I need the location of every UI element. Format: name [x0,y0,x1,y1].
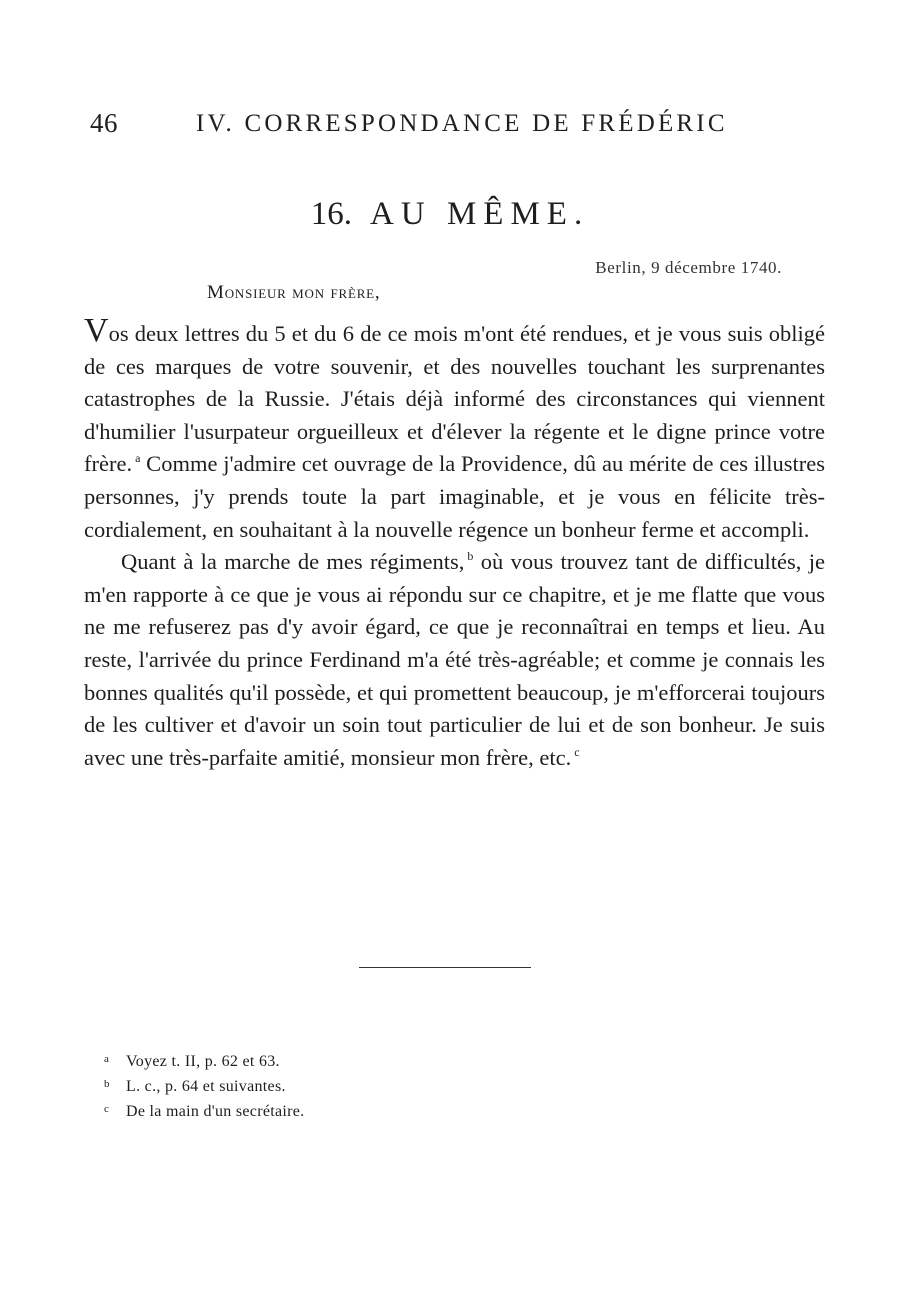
footnote-marker: b [104,1078,110,1090]
letter-heading [0,196,900,233]
paragraph-1 [84,312,825,546]
footnote-marker: a [104,1053,110,1065]
page-number: 46 [90,108,118,138]
paragraph-1-text-b: Comme j'admire cet ouvrage de la Providence, dû au mérite de ces illustres personnes, j'y prends toute la part imaginable, et je vous en félicite très-cordialement, en souhaitant à la nouvelle régence un bonheur ferme et accompli. [84,451,825,542]
paragraph-2 [84,546,825,774]
dateline: Berlin, 9 décembre 1740. [595,258,782,277]
footnote-text: De la main d'un secrétaire. [126,1103,305,1120]
footnote-marker: c [104,1103,110,1115]
letter-body [84,312,826,774]
letter-number: 16. [310,196,353,232]
footnotes [104,1048,704,1123]
running-title: IV. CORRESPONDANCE DE FRÉDÉRIC [196,110,728,137]
drop-cap: V [84,312,109,349]
footnote-separator [359,967,531,968]
footnote-text: Voyez t. II, p. 62 et 63. [126,1053,280,1070]
footnote-a [104,1048,704,1073]
letter-title: AU MÊME. [370,196,590,232]
running-head [86,108,746,148]
salutation: Monsieur mon frère, [207,282,381,303]
footnote-ref-b[interactable]: b [467,549,474,564]
footnote-b [104,1073,704,1098]
footnote-c [104,1098,704,1123]
footnote-text: L. c., p. 64 et suivantes. [126,1078,286,1095]
paragraph-1-text-a: os deux lettres du 5 et du 6 de ce mois m'ont été rendues, et je vous suis obligé de ces marques de votre souvenir, et des nouvelles touchant les surprenantes catastrophes de la Russie. J'étais déjà informé des circonstances qui viennent d'humilier l'usurpateur orgueilleux et d'élever la régente et le digne prince votre frère. [84,321,825,477]
footnote-ref-c[interactable]: c [574,744,580,759]
footnote-ref-a[interactable]: a [135,451,141,466]
paragraph-2-text-b: où vous trouvez tant de difficultés, je m'en rapporte à ce que je vous ai répondu sur ce chapitre, et je me flatte que vous ne me refuserez pas d'y avoir égard, ce que je reconnaîtrai en temps et lieu. Au reste, l'arrivée du prince Ferdinand m'a été très-agréable; et comme je connais les bonnes qualités qu'il possède, et qui promettent beaucoup, je m'efforcerai toujours de les cultiver et d'avoir un soin tout particulier de lui et de son bonheur. Je suis avec une très-parfaite amitié, monsieur mon frère, etc. [84,549,826,770]
paragraph-2-text-a: Quant à la marche de mes régiments, [121,549,465,575]
